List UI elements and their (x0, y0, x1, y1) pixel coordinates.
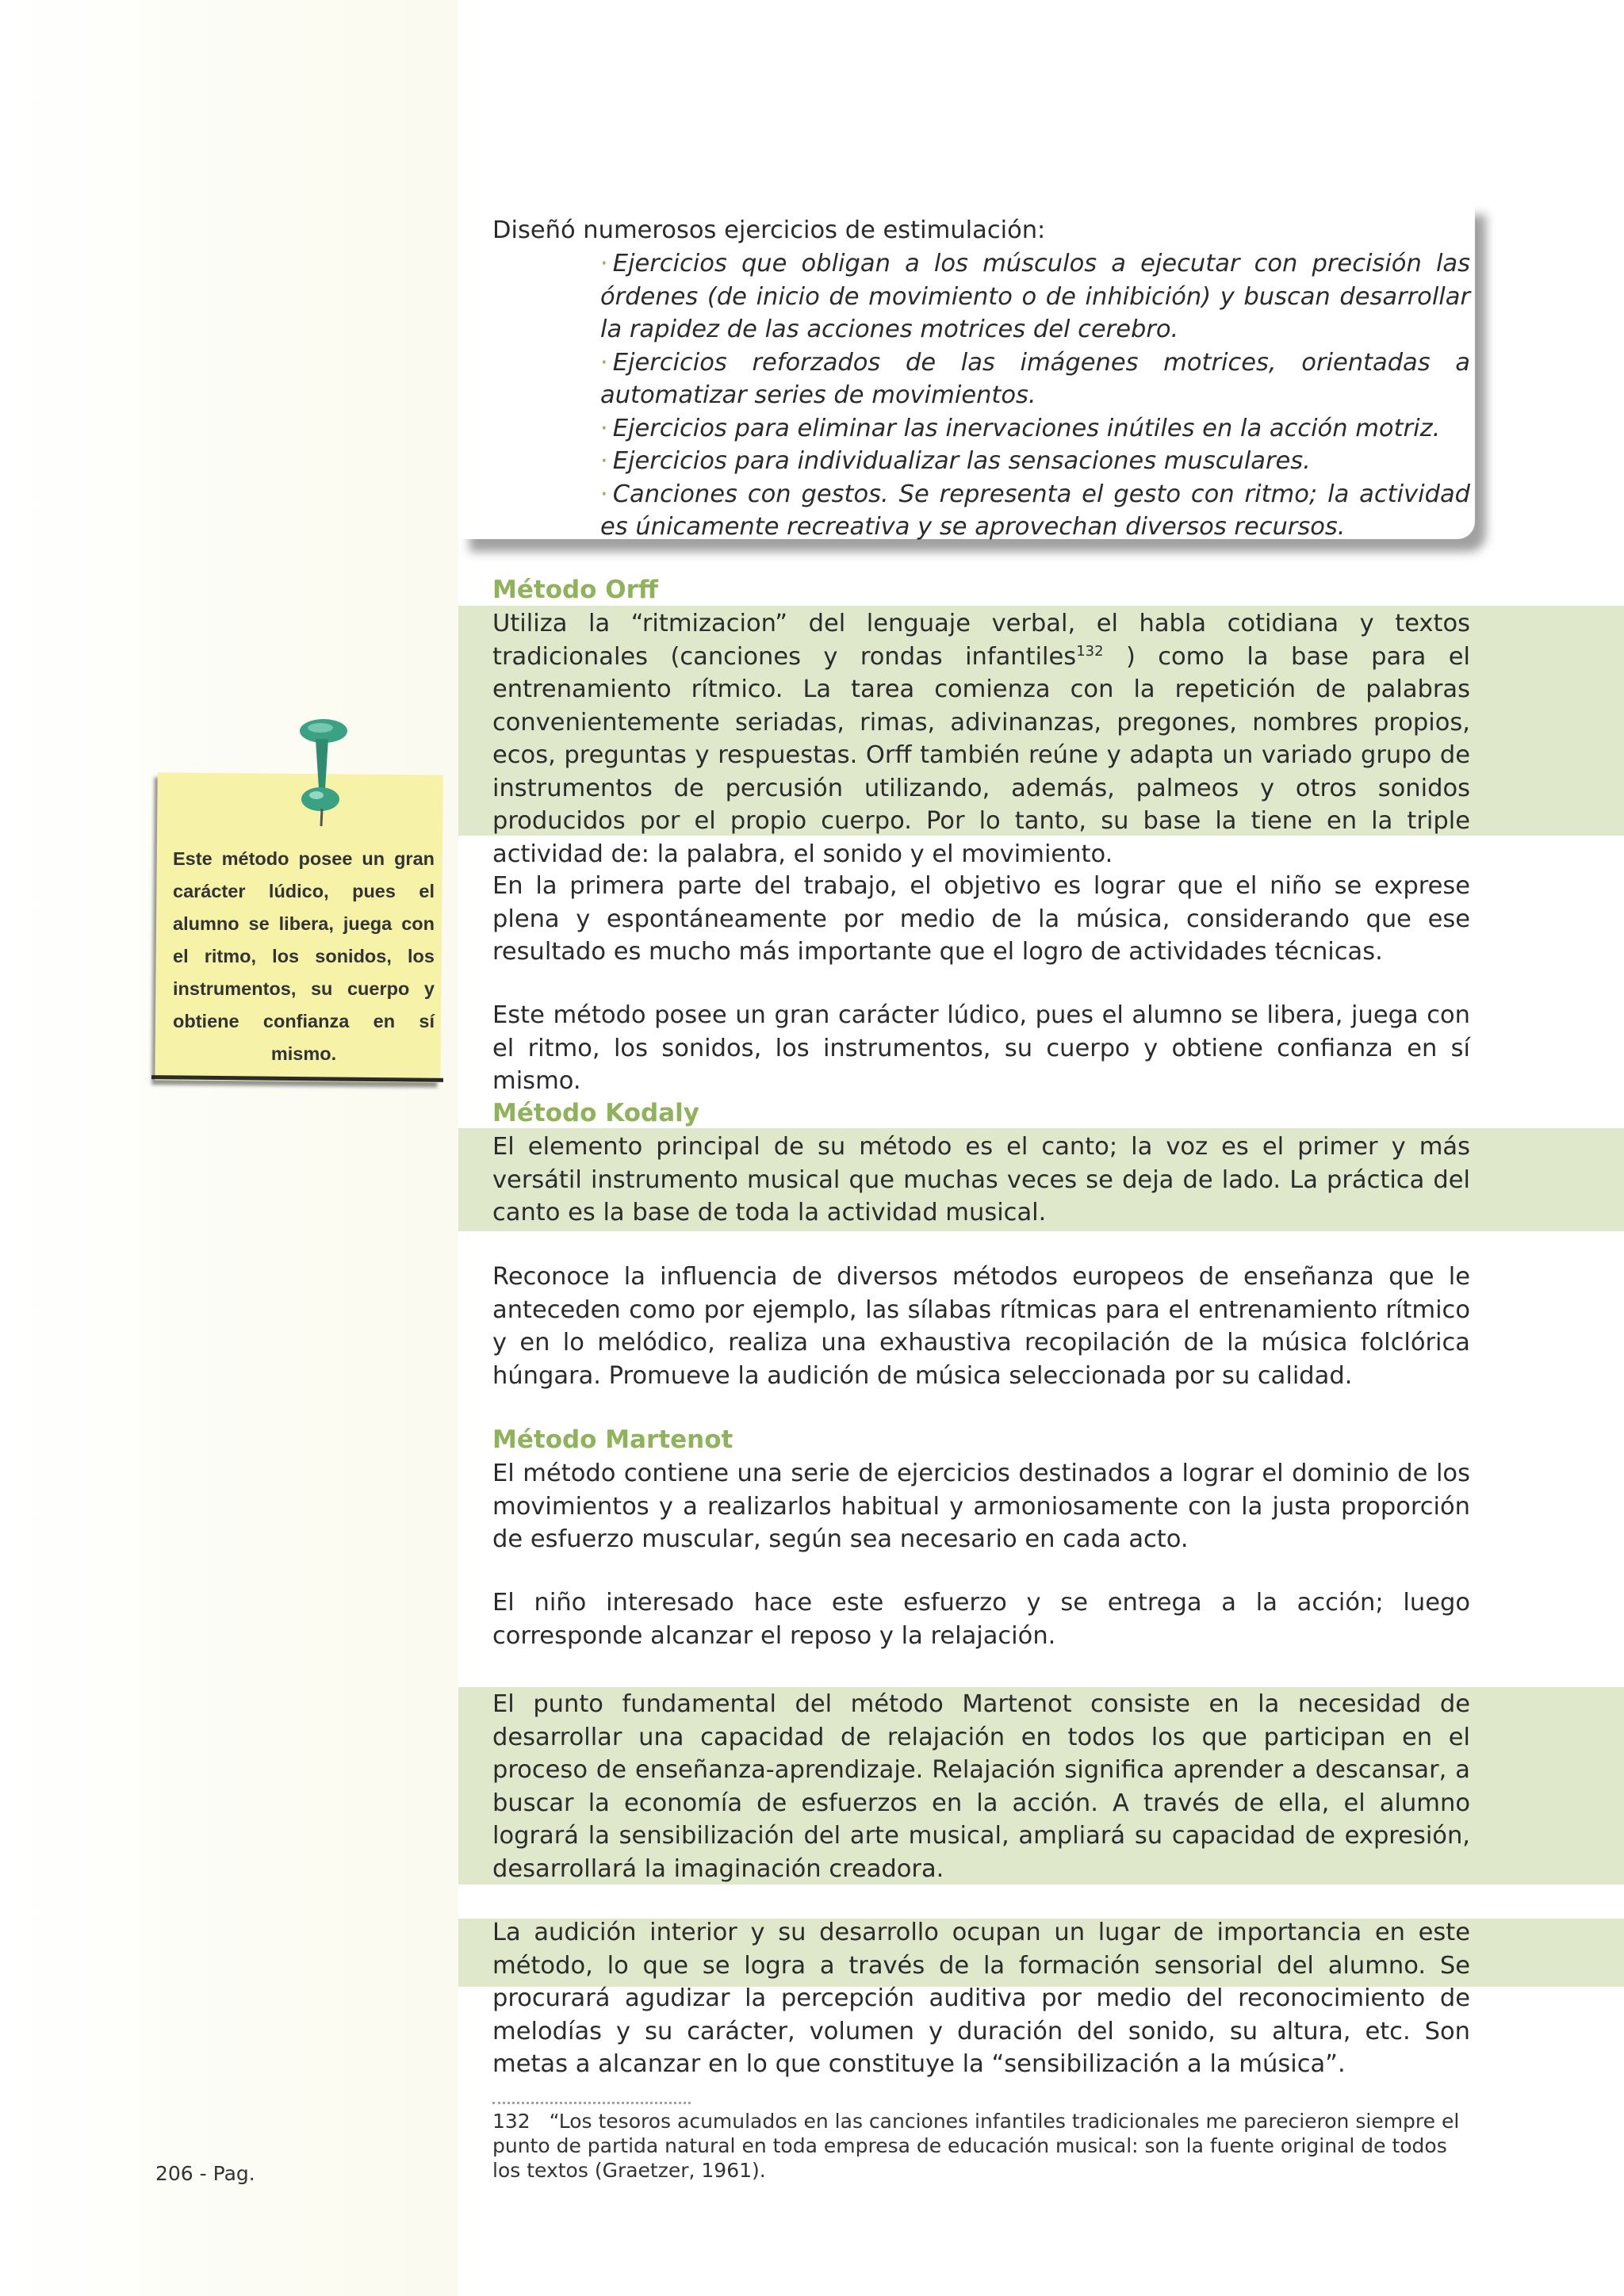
exercise-list (600, 247, 1470, 544)
page-number: 206 - Pag. (155, 2162, 255, 2185)
bullet-dot-icon: · (600, 414, 608, 442)
footnote: 132 “Los tesoros acumulados en las canciones infantiles tradicionales me parecieron siempre el punto de partida natural en toda empresa de educación musical: son la fuente original de todos los textos (Graetzer, 1961). (492, 2110, 1460, 2182)
intro-lead-text: Diseñó numerosos ejercicios de estimulación: (492, 216, 1046, 244)
sticky-note-text: Este método posee un gran carácter lúdico, pues el alumno se libera, juega con el ritmo, los sonidos, los instrumentos, su cuerpo y obtiene confianza en sí mismo. (173, 848, 435, 1064)
list-item: · Ejercicios para individualizar las sensaciones musculares. (600, 447, 1311, 475)
list-item: · Ejercicios que obligan a los músculos a ejecutar con precisión las órdenes (de inicio de movimiento o de inhibición) y buscan desarrollar la rapidez de las acciones motrices del cerebro. (600, 250, 1470, 343)
footnote-separator (492, 2102, 691, 2104)
pushpin-icon (285, 714, 357, 832)
orff-paragraph-1: Utiliza la “ritmizacion” del lenguaje verbal, el habla cotidiana y textos tradicionales (canciones y rondas infantiles$^{132}$ ) como la base para el entrenamiento rítmico. La tarea comienza con la repetición de palabras convenientemente seriadas, rimas, adivinanzas, pregones, nombres propios, ecos, preguntas y respuestas. Orff también reúne y adapta un variado grupo de instrumentos de percusión utilizando, además, palmeos y otros sonidos producidos por el propio cuerpo. Por lo tanto, su base la tiene en la triple actividad de: la palabra, el sonido y el movimiento. (492, 610, 1470, 868)
martenot-paragraph-4: La audición interior y su desarrollo ocupan un lugar de importancia en este método, lo que se logra a través de la formación sensorial del alumno. Se procurará agudizar la percepción auditiva por medio del reconocimiento de melodías y su carácter, volumen y duración del sonido, su altura, etc. Son metas a alcanzar en lo que constituye la “sensibilización a la música”. (492, 1919, 1470, 2078)
kodaly-paragraph-1: El elemento principal de su método es el canto; la voz es el primer y más versátil instrumento musical que muchas veces se deja de lado. La práctica del canto es la base de toda la actividad musical. (492, 1133, 1470, 1226)
bullet-dot-icon: · (600, 480, 608, 508)
list-item: · Ejercicios para eliminar las inervaciones inútiles en la acción motriz. (600, 414, 1441, 442)
list-item: · Canciones con gestos. Se representa el gesto con ritmo; la actividad es únicamente recreativa y se aprovechan diversos recursos. (600, 480, 1470, 541)
section-heading-orff: Método Orff (492, 576, 659, 604)
bullet-dot-icon: · (600, 348, 608, 377)
kodaly-paragraph-2: Reconoce la influencia de diversos métodos europeos de enseñanza que le anteceden como por ejemplo, las sílabas rítmicas para el entrenamiento rítmico y en lo melódico, realiza una exhaustiva recopilación de la música folclórica húngara. Promueve la audición de música seleccionada por su calidad. (492, 1263, 1470, 1390)
martenot-paragraph-1: El método contiene una serie de ejercicios destinados a lograr el dominio de los movimientos y a realizarlos habitual y armoniosamente con la justa proporción de esfuerzo muscular, según sea necesario en cada acto. (492, 1460, 1470, 1553)
bullet-dot-icon: · (600, 250, 608, 277)
orff-paragraph-3: Este método posee un gran carácter lúdico, pues el alumno se libera, juega con el ritmo, los sonidos, los instrumentos, su cuerpo y obtiene confianza en sí mismo. (492, 1001, 1470, 1095)
list-item: · Ejercicios reforzados de las imágenes motrices, orientadas a automatizar series de movimientos. (600, 348, 1470, 409)
martenot-paragraph-3: El punto fundamental del método Martenot consiste en la necesidad de desarrollar una capacidad de relajación en todos los que participan en el proceso de enseñanza-aprendizaje. Relajación significa aprender a descansar, a buscar la economía de esfuerzos en la acción. A través de ella, el alumno logrará la sensibilización del arte musical, ampliará su capacidad de expresión, desarrollará la imaginación creadora. (492, 1690, 1470, 1883)
section-heading-martenot: Método Martenot (492, 1425, 733, 1454)
martenot-paragraph-2: El niño interesado hace este esfuerzo y se entrega a la acción; luego corresponde alcanzar el reposo y la relajación. (492, 1589, 1470, 1650)
footnote-reference: 132 (1076, 642, 1104, 660)
orff-paragraph-2: En la primera parte del trabajo, el objetivo es lograr que el niño se exprese plena y espontáneamente por medio de la música, considerando que ese resultado es mucho más importante que el logro de actividades técnicas. (492, 872, 1470, 966)
bullet-dot-icon: · (600, 447, 608, 475)
left-margin-tint (0, 0, 458, 2296)
section-heading-kodaly: Método Kodaly (492, 1099, 699, 1127)
